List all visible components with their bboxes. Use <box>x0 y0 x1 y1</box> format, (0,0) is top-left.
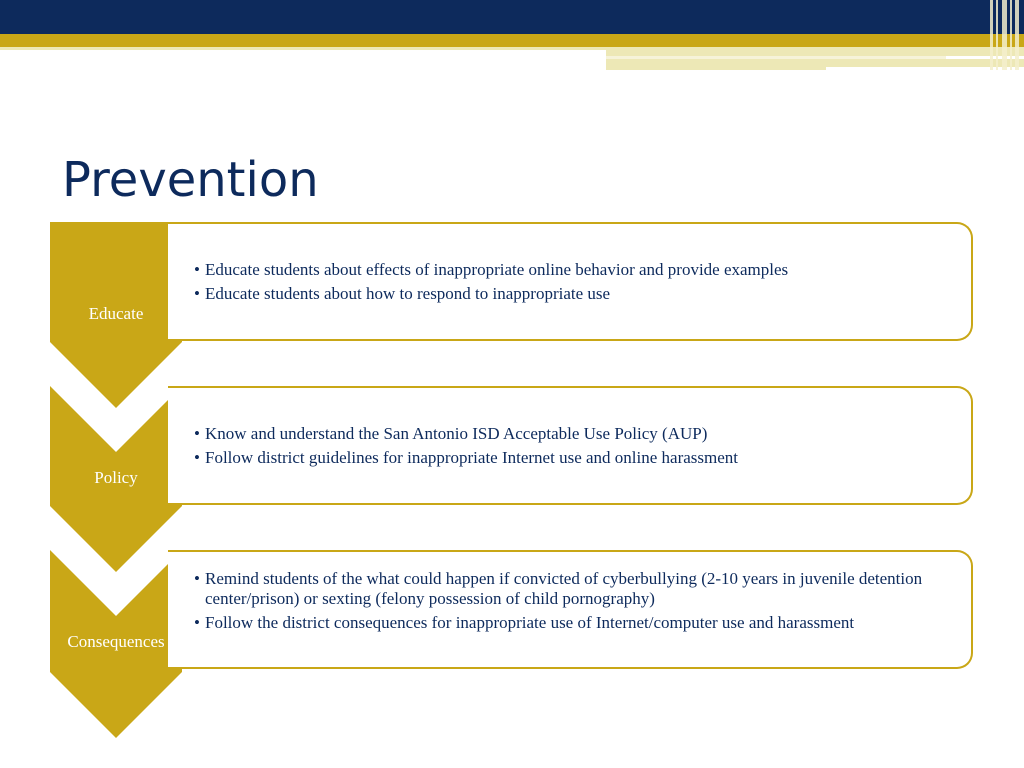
educate-label: Educate <box>88 304 144 323</box>
consequences-bullet-1: • Remind students of the what could happen if convicted of cyberbullying (2-10 years in juvenile detention center/prison) or sexting (felony possession of child pornography) <box>194 569 965 609</box>
educate-bullet-2: • Educate students about how to respond to inappropriate use <box>194 284 965 304</box>
policy-bullet-list <box>194 424 965 472</box>
consequences-label: Consequences <box>67 632 165 651</box>
educate-content-box <box>168 222 973 341</box>
policy-content-box <box>168 386 973 505</box>
consequences-bullet-2: • Follow the district consequences for inappropriate use of Internet/computer use and harassment <box>194 613 965 633</box>
policy-bullet-1: • Know and understand the San Antonio ISD Acceptable Use Policy (AUP) <box>194 424 965 444</box>
consequences-bullet-list <box>194 569 965 637</box>
consequences-content-box <box>168 550 973 669</box>
educate-bullet-list <box>194 260 965 308</box>
educate-bullet-1: • Educate students about effects of inappropriate online behavior and provide examples <box>194 260 965 280</box>
policy-label: Policy <box>94 468 138 487</box>
slide-title: Prevention <box>62 152 319 208</box>
policy-bullet-2: • Follow district guidelines for inappropriate Internet use and online harassment <box>194 448 965 468</box>
